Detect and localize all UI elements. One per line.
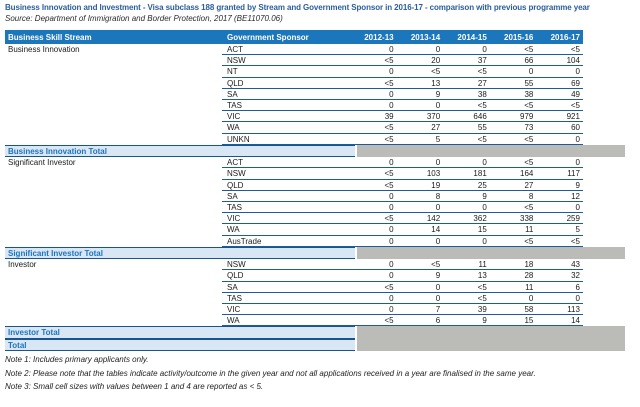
table-row xyxy=(5,122,583,133)
value-cell: <5 xyxy=(384,180,394,190)
column-header: 2014-15 xyxy=(457,32,487,42)
value-cell: 0 xyxy=(389,225,394,235)
column-header: 2012-13 xyxy=(364,32,394,42)
value-cell: 38 xyxy=(524,89,534,99)
value-cell: <5 xyxy=(384,134,394,144)
value-cell: 0 xyxy=(575,202,580,212)
value-cell: 27 xyxy=(431,123,441,133)
data-table xyxy=(5,30,583,351)
value-cell: <5 xyxy=(524,236,534,246)
stream-label xyxy=(5,213,222,224)
row-data-region xyxy=(222,134,583,145)
value-cell: 142 xyxy=(426,214,441,224)
value-cell: 338 xyxy=(520,214,534,224)
row-data-region xyxy=(222,293,583,304)
sponsor-cell: UNKN xyxy=(227,134,250,144)
value-cell: 103 xyxy=(426,169,441,179)
sponsor-cell: ACT xyxy=(227,45,243,54)
group-total-row xyxy=(5,145,583,158)
row-data-region xyxy=(222,89,583,100)
sponsor-cell: TAS xyxy=(227,293,242,303)
value-cell: 15 xyxy=(524,316,534,326)
group-total-row xyxy=(5,247,583,260)
value-cell: 0 xyxy=(389,89,394,99)
sponsor-cell: VIC xyxy=(227,112,241,122)
stream-label xyxy=(5,100,222,111)
stream-label xyxy=(5,180,222,191)
table-row xyxy=(5,270,583,281)
value-cell: 0 xyxy=(389,67,394,77)
stream-label xyxy=(5,134,222,145)
table-row xyxy=(5,168,583,179)
stream-label xyxy=(5,236,222,247)
sponsor-cell: QLD xyxy=(227,180,244,190)
value-cell: 370 xyxy=(426,112,441,122)
row-data-region xyxy=(222,213,583,224)
value-cell: 15 xyxy=(477,225,487,235)
table-row xyxy=(5,282,583,293)
value-cell: 113 xyxy=(567,304,580,314)
stream-label xyxy=(5,202,222,213)
value-cell: 39 xyxy=(477,304,487,314)
table-row xyxy=(5,213,583,224)
table-row xyxy=(5,224,583,235)
sponsor-cell: AusTrade xyxy=(227,236,262,246)
group-total-label: Significant Investor Total xyxy=(5,247,355,260)
value-cell: <5 xyxy=(431,67,441,77)
row-data-region xyxy=(222,259,583,270)
sponsor-cell: TAS xyxy=(227,202,242,212)
sponsor-cell: QLD xyxy=(227,78,244,88)
grand-total-label: Total xyxy=(5,339,355,352)
stream-label xyxy=(5,282,222,293)
value-cell: <5 xyxy=(477,293,487,303)
value-cell: 9 xyxy=(435,89,441,99)
sponsor-cell: NSW xyxy=(227,56,246,66)
row-data-region xyxy=(222,44,583,55)
table-row xyxy=(5,44,583,55)
value-cell: 32 xyxy=(571,271,580,281)
table-row xyxy=(5,304,583,315)
value-cell: 7 xyxy=(435,304,441,314)
table-row xyxy=(5,78,583,89)
row-data-region xyxy=(222,304,583,315)
value-cell: 9 xyxy=(575,180,580,190)
value-cell: 0 xyxy=(389,271,394,281)
row-data-region xyxy=(222,224,583,235)
row-data-region xyxy=(222,180,583,191)
value-cell: <5 xyxy=(384,316,394,326)
value-cell: 0 xyxy=(389,304,394,314)
sponsor-cell: NSW xyxy=(227,260,246,270)
sponsor-cell: VIC xyxy=(227,214,241,224)
value-cell: 6 xyxy=(575,282,580,292)
value-cell: 9 xyxy=(482,191,487,201)
value-cell: 14 xyxy=(571,316,580,326)
row-data-region xyxy=(222,168,583,179)
column-header: Business Skill Stream xyxy=(8,32,92,42)
value-cell: 0 xyxy=(435,202,441,212)
value-cell: 55 xyxy=(524,78,534,88)
value-cell: 0 xyxy=(389,260,394,270)
sponsor-cell: TAS xyxy=(227,100,242,110)
value-cell: 164 xyxy=(520,169,534,179)
value-cell: <5 xyxy=(570,100,580,110)
value-cell: 0 xyxy=(435,158,441,168)
table-row xyxy=(5,89,583,100)
table-row xyxy=(5,157,583,168)
value-cell: 20 xyxy=(431,56,441,66)
column-header: 2016-17 xyxy=(550,32,580,42)
value-cell: 259 xyxy=(566,214,580,224)
value-cell: 73 xyxy=(524,123,534,133)
stream-label xyxy=(5,304,222,315)
table-row xyxy=(5,202,583,213)
value-cell: <5 xyxy=(570,45,580,54)
value-cell: 0 xyxy=(389,293,394,303)
row-data-region xyxy=(222,236,583,247)
value-cell: 18 xyxy=(524,260,534,270)
group-total-row xyxy=(5,326,583,339)
value-cell: 9 xyxy=(435,271,441,281)
value-cell: 14 xyxy=(431,225,441,235)
value-cell: 0 xyxy=(389,236,394,246)
sponsor-cell: WA xyxy=(227,225,240,235)
suppressed-total-block xyxy=(357,145,625,158)
value-cell: 0 xyxy=(389,158,394,168)
value-cell: 0 xyxy=(528,293,534,303)
stream-label xyxy=(5,293,222,304)
value-cell: 13 xyxy=(431,78,441,88)
value-cell: <5 xyxy=(384,214,394,224)
stream-label xyxy=(5,191,222,202)
stream-label xyxy=(5,270,222,281)
value-cell: 27 xyxy=(477,78,487,88)
value-cell: 362 xyxy=(473,214,487,224)
note-line: Note 2: Please note that the tables indicate activity/outcome in the given year and not all applications received in a year are finalised in the same year. xyxy=(5,368,536,378)
suppressed-total-block xyxy=(357,339,625,352)
stream-label xyxy=(5,55,222,66)
value-cell: <5 xyxy=(524,158,534,168)
table-row xyxy=(5,55,583,66)
table-row xyxy=(5,111,583,122)
table-header-row xyxy=(5,30,583,44)
column-header: Government Sponsor xyxy=(227,32,309,42)
stream-label xyxy=(5,89,222,100)
column-header: 2013-14 xyxy=(410,32,441,42)
row-data-region xyxy=(222,78,583,89)
value-cell: 0 xyxy=(389,45,394,54)
table-row xyxy=(5,236,583,247)
value-cell: <5 xyxy=(570,236,580,246)
suppressed-total-block xyxy=(357,247,625,260)
value-cell: 11 xyxy=(525,282,534,292)
stream-label: Significant Investor xyxy=(8,158,76,168)
stream-label xyxy=(5,111,222,122)
value-cell: 6 xyxy=(435,316,441,326)
table-row xyxy=(5,180,583,191)
sponsor-cell: NSW xyxy=(227,169,246,179)
row-data-region xyxy=(222,122,583,133)
value-cell: 60 xyxy=(571,123,580,133)
value-cell: 8 xyxy=(528,191,534,201)
stream-label xyxy=(5,66,222,77)
value-cell: <5 xyxy=(384,56,394,66)
row-data-region xyxy=(222,66,583,77)
table-row xyxy=(5,259,583,270)
column-header: 2015-16 xyxy=(504,32,534,42)
stream-label xyxy=(5,315,222,326)
value-cell: 5 xyxy=(575,225,580,235)
table-row xyxy=(5,191,583,202)
sponsor-cell: NT xyxy=(227,67,238,77)
value-cell: 58 xyxy=(524,304,534,314)
value-cell: 646 xyxy=(473,112,487,122)
value-cell: <5 xyxy=(524,45,534,54)
value-cell: <5 xyxy=(384,169,394,179)
value-cell: 0 xyxy=(389,100,394,110)
value-cell: 0 xyxy=(389,202,394,212)
stream-label xyxy=(5,78,222,89)
sponsor-cell: SA xyxy=(227,282,238,292)
value-cell: <5 xyxy=(384,123,394,133)
grand-total-row xyxy=(5,339,583,352)
value-cell: 0 xyxy=(435,282,441,292)
suppressed-total-block xyxy=(357,326,625,339)
notes-section xyxy=(5,355,536,396)
note-line: Note 3: Small cell sizes with values between 1 and 4 are reported as < 5. xyxy=(5,382,264,391)
value-cell: 117 xyxy=(567,169,580,179)
value-cell: 66 xyxy=(524,56,534,66)
value-cell: <5 xyxy=(384,78,394,88)
row-data-region xyxy=(222,282,583,293)
value-cell: 13 xyxy=(477,271,487,281)
value-cell: <5 xyxy=(524,100,534,110)
stream-label: Business Innovation xyxy=(8,45,80,54)
sponsor-cell: VIC xyxy=(227,304,241,314)
value-cell: 0 xyxy=(575,158,580,168)
value-cell: 49 xyxy=(571,89,580,99)
stream-label xyxy=(5,168,222,179)
sponsor-cell: SA xyxy=(227,89,238,99)
value-cell: <5 xyxy=(384,282,394,292)
value-cell: <5 xyxy=(431,260,441,270)
table-row xyxy=(5,134,583,145)
note-line: Note 1: Includes primary applicants only. xyxy=(5,355,149,364)
sponsor-cell: WA xyxy=(227,316,240,326)
value-cell: 0 xyxy=(435,236,441,246)
row-data-region xyxy=(222,270,583,281)
value-cell: 5 xyxy=(435,134,441,144)
row-data-region xyxy=(222,111,583,122)
value-cell: 0 xyxy=(435,100,441,110)
group-total-label: Business Innovation Total xyxy=(5,145,355,158)
value-cell: 27 xyxy=(524,180,534,190)
value-cell: 43 xyxy=(571,260,580,270)
value-cell: 0 xyxy=(482,202,487,212)
value-cell: 55 xyxy=(477,123,487,133)
row-data-region xyxy=(222,157,583,168)
report-title: Business Innovation and Investment - Visa subclass 188 granted by Stream and Government Sponsor in 2016-17 - comparison with previous programme year xyxy=(5,3,590,12)
stream-label: Investor xyxy=(8,260,37,270)
value-cell: 0 xyxy=(575,67,580,77)
sponsor-cell: ACT xyxy=(227,158,243,168)
value-cell: 104 xyxy=(566,56,580,66)
value-cell: 9 xyxy=(482,316,487,326)
sponsor-cell: SA xyxy=(227,191,238,201)
value-cell: 0 xyxy=(435,45,441,54)
value-cell: <5 xyxy=(477,134,487,144)
value-cell: 0 xyxy=(435,293,441,303)
value-cell: <5 xyxy=(477,282,487,292)
value-cell: 0 xyxy=(389,191,394,201)
sponsor-cell: QLD xyxy=(227,271,244,281)
value-cell: 0 xyxy=(482,236,487,246)
value-cell: 0 xyxy=(575,134,580,144)
value-cell: 28 xyxy=(524,271,534,281)
value-cell: 12 xyxy=(571,191,580,201)
value-cell: <5 xyxy=(477,67,487,77)
row-data-region xyxy=(222,100,583,111)
value-cell: 181 xyxy=(473,169,487,179)
sponsor-cell: WA xyxy=(227,123,240,133)
row-data-region xyxy=(222,191,583,202)
value-cell: 69 xyxy=(571,78,580,88)
value-cell: <5 xyxy=(477,100,487,110)
row-data-region xyxy=(222,55,583,66)
table-row xyxy=(5,66,583,77)
value-cell: 979 xyxy=(520,112,534,122)
value-cell: <5 xyxy=(524,134,534,144)
value-cell: 0 xyxy=(528,67,534,77)
stream-label xyxy=(5,122,222,133)
source-line: Source: Department of Immigration and Border Protection, 2017 (BE11070.06) xyxy=(5,14,283,23)
value-cell: 8 xyxy=(435,191,441,201)
row-data-region xyxy=(222,202,583,213)
value-cell: 38 xyxy=(477,89,487,99)
value-cell: 39 xyxy=(384,112,394,122)
value-cell: 11 xyxy=(478,260,487,270)
row-data-region xyxy=(222,315,583,326)
value-cell: 0 xyxy=(482,158,487,168)
value-cell: 0 xyxy=(482,45,487,54)
value-cell: 11 xyxy=(525,225,534,235)
group-total-label: Investor Total xyxy=(5,326,355,339)
stream-label xyxy=(5,224,222,235)
table-row xyxy=(5,100,583,111)
value-cell: <5 xyxy=(524,202,534,212)
value-cell: 921 xyxy=(566,112,580,122)
value-cell: 37 xyxy=(477,56,487,66)
table-row xyxy=(5,315,583,326)
table-row xyxy=(5,293,583,304)
value-cell: 25 xyxy=(477,180,487,190)
value-cell: 0 xyxy=(575,293,580,303)
value-cell: 19 xyxy=(431,180,441,190)
